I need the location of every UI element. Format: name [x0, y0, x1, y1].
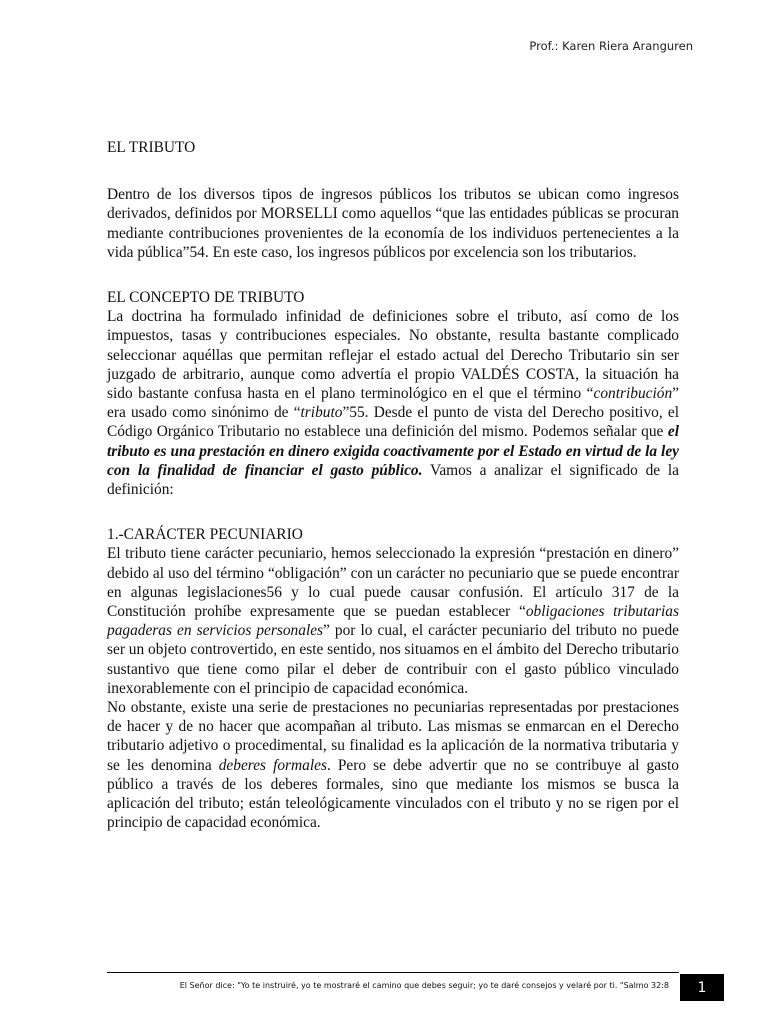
text-run: . Pero se debe advertir que no se contribuye al gasto público a través de los deberes formales, sino que mediante los mismos se busca la aplicación del tributo; están teleológicamente vinculados con el tributo y no se rigen por el principio de capacidad económica.	[107, 756, 679, 832]
text-run: ” era usado como sinónimo de “	[107, 385, 679, 422]
text-run: ” por lo cual, el carácter pecuniario del tributo no puede ser un objeto controvertido, en este sentido, nos situamos en el ámbito del Derecho tributario sustantivo que tiene como pilar el deber de contribuir con el gasto público vinculado inexorablemente con el principio de capacidad económica.	[107, 622, 680, 697]
section-heading-concepto: EL CONCEPTO DE TRIBUTO	[107, 289, 305, 307]
footer-divider	[107, 972, 679, 973]
text-run: ”55. Desde el punto de vista del Derecho positivo, el Código Orgánico Tributario no establece una definición del mismo. Podemos señalar que	[107, 404, 679, 441]
header-author: Prof.: Karen Riera Aranguren	[529, 39, 693, 53]
italic-run: obligaciones tributarias pagaderas en servicios personales	[107, 603, 679, 640]
paragraph-pecuniario-1	[107, 544, 679, 698]
text-run: Vamos a analizar el significado de la definición:	[107, 461, 679, 499]
page-number: 1	[680, 974, 724, 1001]
italic-run: deberes formales	[218, 756, 327, 774]
italic-run: tributo	[300, 404, 343, 422]
italic-run: contribución	[593, 385, 673, 403]
paragraph-tributo: Dentro de los diversos tipos de ingresos públicos los tributos se ubican como ingresos derivados, definidos por MORSELLI como aquellos “que las entidades públicas se procuran mediante contribuciones provenientes de la economía de los individuos pertenecientes a la vida pública”54. En este caso, los ingresos públicos por excelencia son los tributarios.	[107, 186, 679, 261]
paragraph-concepto	[107, 307, 679, 499]
document-body	[107, 138, 679, 833]
text-run: No obstante, existe una serie de prestaciones no pecuniarias representadas por prestaciones de hacer y de no hacer que acompañan al tributo. Las mismas se enmarcan en el Derecho tributario adjetivo o procedimental, su finalidad es la aplicación de la normativa tributaria y se les denomina	[107, 699, 679, 774]
text-run: El tributo tiene carácter pecuniario, hemos seleccionado la expresión “prestación en dinero” debido al uso del término “obligación” con un carácter no pecuniario que se puede encontrar en algunas legislaciones56 y lo cual puede causar confusión. El artículo 317 de la Constitución prohíbe expresamente que se puedan establecer “	[107, 545, 679, 621]
footer-quote: El Señor dice: "Yo te instruiré, yo te mostraré el camino que debes seguir; yo te daré consejos y velaré por ti. "Salmo 32:8	[179, 981, 669, 990]
section-heading-pecuniario: 1.-CARÁCTER PECUNIARIO	[107, 526, 303, 544]
text-run: La doctrina ha formulado infinidad de definiciones sobre el tributo, así como de los impuestos, tasas y contribuciones especiales. No obstante, resulta bastante complicado seleccionar aquéllas que permitan reflejar el estado actual del Derecho Tributario sin ser juzgado de arbitrario, aunque como advertía el propio VALDÉS COSTA, la situación ha sido bastante confusa hasta en el plano terminológico en el que el término “	[107, 308, 679, 403]
paragraph-pecuniario-2	[107, 698, 679, 832]
section-heading-tributo: EL TRIBUTO	[107, 139, 196, 156]
definition-text: el tributo es una prestación en dinero exigida coactivamente por el Estado en virtud de la ley con la finalidad de financiar el gasto público.	[107, 423, 679, 479]
